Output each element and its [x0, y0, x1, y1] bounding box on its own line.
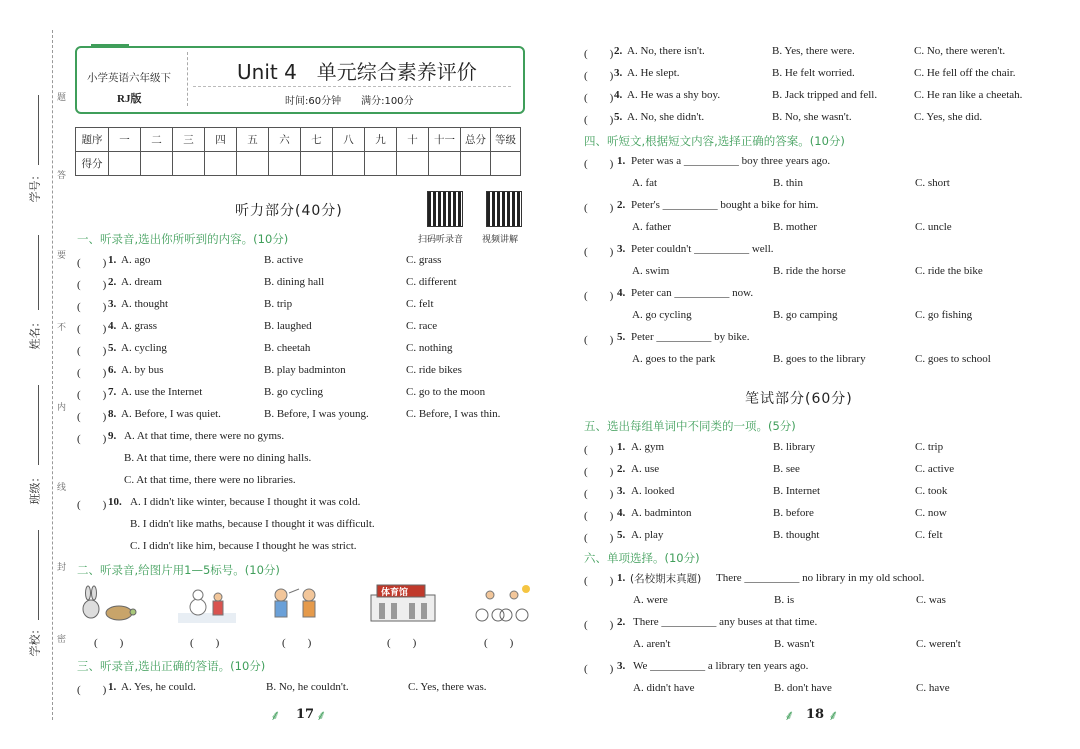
- student-id-label: 学号：: [28, 169, 42, 203]
- question-number: 1.: [108, 254, 117, 266]
- question-number: 2.: [617, 463, 626, 475]
- option-c: C. No, there weren't.: [914, 45, 1006, 57]
- option-c: C. nothing: [406, 342, 453, 354]
- question-number: 5.: [617, 331, 626, 343]
- score-cell[interactable]: [269, 152, 301, 176]
- question-text: Peter's __________ bought a bike for him.: [631, 199, 819, 211]
- answer-paren[interactable]: ( ): [77, 323, 107, 335]
- time-score-info: 时间:60分钟 满分:100分: [285, 96, 414, 107]
- option-a: A. cycling: [121, 342, 167, 354]
- question-number: 5.: [108, 342, 117, 354]
- question-text: We __________ a library ten years ago.: [633, 660, 809, 672]
- score-cell[interactable]: [461, 152, 491, 176]
- option-a: A. were: [633, 594, 668, 606]
- seal-word: 题: [57, 93, 67, 103]
- answer-paren[interactable]: ( ): [584, 158, 614, 170]
- option-b: B. go camping: [773, 309, 838, 321]
- answer-paren[interactable]: ( ): [584, 202, 614, 214]
- class-label: 班级：: [28, 471, 42, 505]
- option-b: B. cheetah: [264, 342, 311, 354]
- answer-paren[interactable]: ( ): [77, 389, 107, 401]
- option-c: C. ride bikes: [406, 364, 462, 376]
- qr-video-label: 视频讲解: [482, 235, 519, 245]
- picture-snowman-child: [176, 585, 238, 623]
- gym-sign-text: 体育馆: [381, 588, 409, 598]
- score-cell[interactable]: [173, 152, 205, 176]
- seal-word: 线: [57, 483, 67, 493]
- source-tag: (名校期末真题): [630, 573, 702, 585]
- seal-word: 不: [57, 323, 67, 333]
- question-number: 3.: [108, 298, 117, 310]
- question-text: Peter __________ by bike.: [631, 331, 750, 343]
- option-b: B. active: [264, 254, 304, 266]
- answer-paren[interactable]: ( ): [77, 499, 107, 511]
- option-a: A. go cycling: [632, 309, 692, 321]
- picture-answer-paren[interactable]: ( ): [190, 637, 220, 649]
- listening-section-title: 听力部分(40分): [235, 203, 343, 219]
- score-cell[interactable]: [141, 152, 173, 176]
- question-number: 1.: [617, 155, 626, 167]
- option-c: C. go to the moon: [406, 386, 486, 398]
- answer-paren[interactable]: ( ): [584, 114, 614, 126]
- answer-paren[interactable]: ( ): [77, 301, 107, 313]
- leaf-icon: ⸙: [828, 709, 839, 724]
- score-cell[interactable]: [109, 152, 141, 176]
- question-number: 9.: [108, 430, 117, 442]
- answer-paren[interactable]: ( ): [584, 663, 614, 675]
- row-header: 得分: [76, 152, 109, 176]
- answer-paren[interactable]: ( ): [77, 257, 107, 269]
- option-b: B. goes to the library: [773, 353, 866, 365]
- question-number: 8.: [108, 408, 117, 420]
- picture-answer-paren[interactable]: ( ): [484, 637, 514, 649]
- option-a: A. aren't: [633, 638, 671, 650]
- question-text: Peter was a __________ boy three years ago.: [631, 155, 831, 167]
- student-id-line: [38, 95, 39, 165]
- option-c: C. took: [915, 485, 948, 497]
- option-b: B. wasn't: [774, 638, 815, 650]
- answer-paren[interactable]: ( ): [77, 684, 107, 696]
- seal-word: 密: [57, 635, 67, 645]
- section-2-heading: 二、听录音,给图片用1—5标号。(10分): [77, 563, 280, 577]
- option-b: B. No, she wasn't.: [772, 111, 852, 123]
- option-c: C. race: [406, 320, 438, 332]
- picture-children-cycling: [470, 585, 532, 623]
- option-c: C. trip: [915, 441, 944, 453]
- option-b: B. laughed: [264, 320, 312, 332]
- option-c: C. active: [915, 463, 955, 475]
- score-cell[interactable]: [301, 152, 333, 176]
- leaf-icon: ⸙: [316, 709, 327, 724]
- option-b: B. ride the horse: [773, 265, 846, 277]
- option-b: B. dining hall: [264, 276, 325, 288]
- column-header: 十: [397, 128, 429, 152]
- option-b: B. is: [774, 594, 795, 606]
- option-b: B. play badminton: [264, 364, 346, 376]
- option-c: C. At that time, there were no libraries.: [124, 474, 296, 486]
- qr-code-video[interactable]: [486, 191, 522, 227]
- seal-word: 要: [57, 251, 67, 261]
- column-header: 十一: [429, 128, 461, 152]
- option-b: B. go cycling: [264, 386, 323, 398]
- page-number-left: 17: [296, 707, 315, 722]
- edition-label: RJ版: [117, 93, 142, 105]
- title-box: [75, 46, 525, 114]
- school-label: 学校：: [28, 623, 42, 657]
- column-header: 九: [365, 128, 397, 152]
- option-a: A. fat: [632, 177, 658, 189]
- question-number: 2.: [617, 199, 626, 211]
- section-6-heading: 六、单项选择。(10分): [584, 551, 700, 565]
- answer-paren[interactable]: ( ): [584, 532, 614, 544]
- option-c: C. uncle: [915, 221, 952, 233]
- question-number: 1.: [617, 572, 626, 584]
- question-number: 4.: [108, 320, 117, 332]
- leaf-icon: ⸙: [784, 709, 795, 724]
- option-b: B. Jack tripped and fell.: [772, 89, 878, 101]
- leaf-icon: ⸙: [270, 709, 281, 724]
- question-number: 6.: [108, 364, 117, 376]
- column-header: 四: [205, 128, 237, 152]
- question-number: 2.: [614, 45, 623, 57]
- option-a: A. Yes, he could.: [121, 681, 196, 693]
- option-c: C. Yes, there was.: [408, 681, 487, 693]
- option-c: C. I didn't like him, because I thought he was strict.: [130, 540, 357, 552]
- option-b: B. don't have: [774, 682, 832, 694]
- answer-paren[interactable]: ( ): [77, 433, 107, 445]
- answer-paren[interactable]: ( ): [584, 575, 614, 587]
- answer-paren[interactable]: ( ): [584, 92, 614, 104]
- option-b: B. He felt worried.: [772, 67, 855, 79]
- score-table: [75, 127, 521, 176]
- score-cell[interactable]: [333, 152, 365, 176]
- option-c: C. have: [916, 682, 950, 694]
- score-cell[interactable]: [397, 152, 429, 176]
- grade-label: 小学英语六年级下: [87, 72, 171, 84]
- answer-paren[interactable]: ( ): [584, 510, 614, 522]
- question-number: 3.: [614, 67, 623, 79]
- question-number: 2.: [108, 276, 117, 288]
- score-cell[interactable]: [205, 152, 237, 176]
- score-cell[interactable]: [429, 152, 461, 176]
- column-header: 二: [141, 128, 173, 152]
- answer-paren[interactable]: ( ): [584, 466, 614, 478]
- option-a: A. father: [632, 221, 672, 233]
- qr-code-audio[interactable]: [427, 191, 463, 227]
- option-a: A. He was a shy boy.: [627, 89, 721, 101]
- question-number: 1.: [617, 441, 626, 453]
- question-text: Peter couldn't __________ well.: [631, 243, 774, 255]
- option-c: C. was: [916, 594, 946, 606]
- answer-paren[interactable]: ( ): [584, 246, 614, 258]
- option-b: B. No, he couldn't.: [266, 681, 349, 693]
- column-header: 八: [333, 128, 365, 152]
- option-a: A. use the Internet: [121, 386, 203, 398]
- row-header: 题序: [76, 128, 109, 152]
- option-c: C. short: [915, 177, 950, 189]
- column-header: 总分: [461, 128, 491, 152]
- option-c: C. go fishing: [915, 309, 973, 321]
- column-header: 五: [237, 128, 269, 152]
- question-number: 4.: [614, 89, 623, 101]
- writing-section-title: 笔试部分(60分): [745, 391, 853, 407]
- option-a: A. badminton: [631, 507, 692, 519]
- option-a: A. looked: [631, 485, 675, 497]
- option-a: A. No, there isn't.: [627, 45, 705, 57]
- option-a: A. thought: [121, 298, 169, 310]
- answer-paren[interactable]: ( ): [77, 411, 107, 423]
- option-b: B. Internet: [773, 485, 821, 497]
- picture-answer-paren[interactable]: ( ): [94, 637, 124, 649]
- option-b: B. see: [773, 463, 800, 475]
- school-line: [38, 530, 39, 620]
- option-a: A. gym: [631, 441, 664, 453]
- question-text: Peter can __________ now.: [631, 287, 754, 299]
- answer-paren[interactable]: ( ): [77, 367, 107, 379]
- option-b: B. before: [773, 507, 814, 519]
- option-a: A. No, she didn't.: [627, 111, 705, 123]
- option-a: A. use: [631, 463, 660, 475]
- option-c: C. weren't: [916, 638, 961, 650]
- option-a: A. ago: [121, 254, 151, 266]
- option-a: A. didn't have: [633, 682, 695, 694]
- option-a: A. dream: [121, 276, 162, 288]
- column-header: 七: [301, 128, 333, 152]
- picture-answer-paren[interactable]: ( ): [282, 637, 312, 649]
- answer-paren[interactable]: ( ): [584, 488, 614, 500]
- name-line: [38, 235, 39, 310]
- answer-paren[interactable]: ( ): [584, 48, 614, 60]
- option-a: A. I didn't like winter, because I thought it was cold.: [130, 496, 361, 508]
- seal-word: 封: [57, 563, 67, 573]
- option-a: A. grass: [121, 320, 158, 332]
- class-line: [38, 385, 39, 465]
- question-number: 3.: [617, 243, 626, 255]
- question-number: 5.: [614, 111, 623, 123]
- option-a: A. At that time, there were no gyms.: [124, 430, 285, 442]
- picture-children-talking: [265, 585, 327, 623]
- option-a: A. play: [631, 529, 664, 541]
- score-cell[interactable]: [491, 152, 521, 176]
- picture-answer-paren[interactable]: ( ): [387, 637, 417, 649]
- question-number: 4.: [617, 507, 626, 519]
- option-b: B. trip: [264, 298, 293, 310]
- answer-paren[interactable]: ( ): [77, 279, 107, 291]
- section-3-heading: 三、听录音,选出正确的答语。(10分): [77, 659, 266, 673]
- section-5-heading: 五、选出每组单词中不同类的一项。(5分): [584, 419, 796, 433]
- option-c: C. goes to school: [915, 353, 991, 365]
- question-number: 10.: [108, 496, 122, 508]
- option-c: C. felt: [406, 298, 434, 310]
- question-number: 4.: [617, 287, 626, 299]
- page-number-right: 18: [806, 707, 825, 722]
- option-b: B. Yes, there were.: [772, 45, 855, 57]
- option-a: A. He slept.: [627, 67, 680, 79]
- answer-paren[interactable]: ( ): [584, 70, 614, 82]
- answer-paren[interactable]: ( ): [77, 345, 107, 357]
- page-title: Unit 4 单元综合素养评价: [237, 60, 477, 84]
- option-a: A. by bus: [121, 364, 164, 376]
- score-cell[interactable]: [237, 152, 269, 176]
- name-label: 姓名：: [28, 316, 42, 350]
- question-text: There __________ any buses at that time.: [633, 616, 818, 628]
- column-header: 一: [109, 128, 141, 152]
- option-b: B. thin: [773, 177, 803, 189]
- seal-word: 内: [57, 403, 67, 413]
- option-c: C. different: [406, 276, 457, 288]
- option-c: C. now: [915, 507, 947, 519]
- question-number: 7.: [108, 386, 117, 398]
- option-a: A. goes to the park: [632, 353, 716, 365]
- column-header: 三: [173, 128, 205, 152]
- option-c: C. felt: [915, 529, 943, 541]
- picture-gym-building: [365, 583, 427, 621]
- option-b: B. mother: [773, 221, 817, 233]
- column-header: 等级: [491, 128, 521, 152]
- option-c: C. grass: [406, 254, 442, 266]
- question-number: 3.: [617, 485, 626, 497]
- option-b: B. I didn't like maths, because I thought it was difficult.: [130, 518, 375, 530]
- option-a: A. Before, I was quiet.: [121, 408, 221, 420]
- section-1-heading: 一、听录音,选出你所听到的内容。(10分): [77, 232, 289, 246]
- option-c: C. He ran like a cheetah.: [914, 89, 1023, 101]
- score-cell[interactable]: [365, 152, 397, 176]
- option-c: C. Before, I was thin.: [406, 408, 501, 420]
- binding-line: [52, 30, 53, 720]
- question-number: 1.: [108, 681, 117, 693]
- answer-paren[interactable]: ( ): [584, 619, 614, 631]
- answer-paren[interactable]: ( ): [584, 290, 614, 302]
- picture-rabbit-turtle: [75, 585, 137, 623]
- seal-word: 答: [57, 171, 67, 181]
- option-a: A. swim: [632, 265, 670, 277]
- option-b: B. At that time, there were no dining halls.: [124, 452, 312, 464]
- question-number: 2.: [617, 616, 626, 628]
- option-b: B. Before, I was young.: [264, 408, 369, 420]
- question-text: There __________ no library in my old school.: [716, 572, 925, 584]
- option-c: C. He fell off the chair.: [914, 67, 1016, 79]
- question-number: 5.: [617, 529, 626, 541]
- qr-audio-label: 扫码听录音: [418, 235, 464, 245]
- column-header: 六: [269, 128, 301, 152]
- section-4-heading: 四、听短文,根据短文内容,选择正确的答案。(10分): [584, 134, 845, 148]
- option-c: C. ride the bike: [915, 265, 983, 277]
- answer-paren[interactable]: ( ): [584, 334, 614, 346]
- option-c: C. Yes, she did.: [914, 111, 983, 123]
- option-b: B. library: [773, 441, 816, 453]
- answer-paren[interactable]: ( ): [584, 444, 614, 456]
- option-b: B. thought: [773, 529, 820, 541]
- question-number: 3.: [617, 660, 626, 672]
